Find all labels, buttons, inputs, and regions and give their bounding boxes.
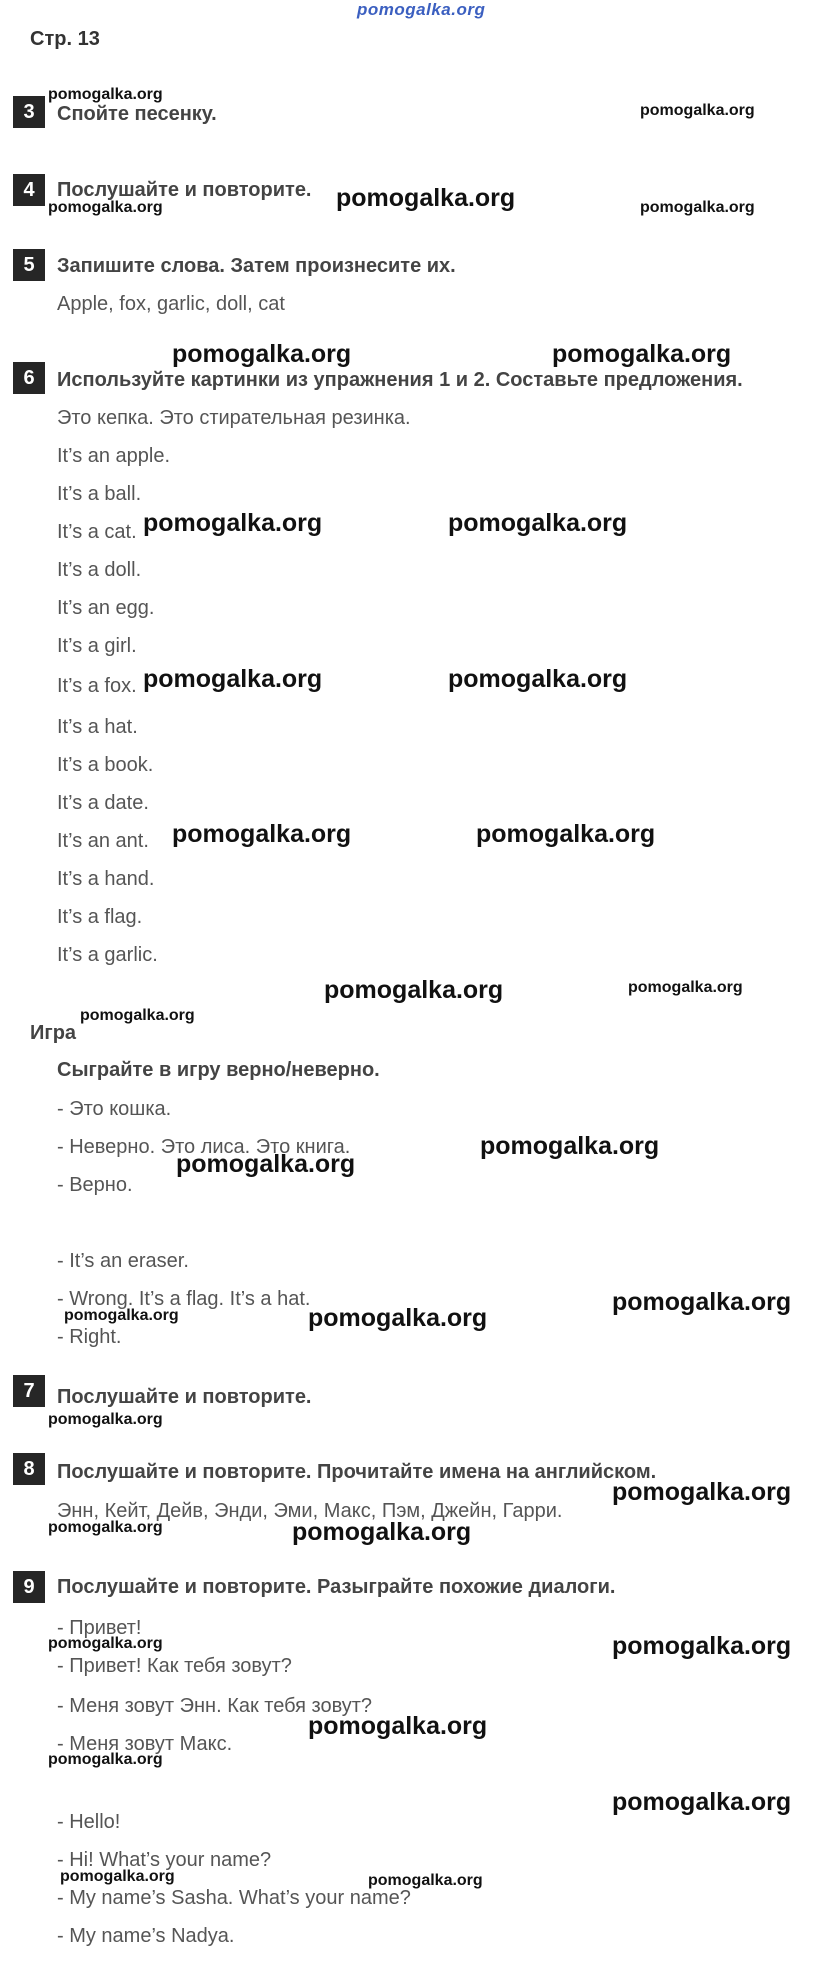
watermark: pomogalka.org [172, 340, 352, 368]
dialogue-line: - Hi! What’s your name? [57, 1849, 272, 1871]
exercise-9-title: Послушайте и повторите. Разыграйте похожие диалоги. [57, 1576, 616, 1598]
exercise-6-line: It’s a garlic. [57, 944, 158, 966]
watermark: pomogalka.org [448, 665, 628, 693]
watermark: pomogalka.org [48, 1635, 163, 1652]
game-line: - It’s an eraser. [57, 1250, 189, 1272]
exercise-6-line: It’s a fox. [57, 675, 137, 697]
exercise-6-line: It’s an apple. [57, 445, 171, 467]
exercise-5-number: 5 [13, 249, 45, 281]
dialogue-line: - My name’s Sasha. What’s your name? [57, 1887, 411, 1909]
exercise-9-number: 9 [13, 1571, 45, 1603]
dialogue-line: - My name’s Nadya. [57, 1925, 235, 1947]
watermark: pomogalka.org [628, 979, 743, 996]
game-line: - Wrong. It’s a flag. It’s a hat. [57, 1288, 311, 1310]
exercise-6-line: It’s a flag. [57, 906, 143, 928]
exercise-5-title: Запишите слова. Затем произнесите их. [57, 255, 456, 277]
exercise-7-title: Послушайте и повторите. [57, 1386, 312, 1408]
watermark: pomogalka.org [64, 1307, 179, 1324]
game-title: Сыграйте в игру верно/неверно. [57, 1059, 380, 1081]
exercise-6-line: It’s an egg. [57, 597, 155, 619]
watermark: pomogalka.org [308, 1712, 488, 1740]
exercise-6-title: Используйте картинки из упражнения 1 и 2. Составьте предложения. [57, 369, 743, 391]
exercise-6-line: It’s a hat. [57, 716, 138, 738]
dialogue-line: - Hello! [57, 1811, 121, 1833]
watermark: pomogalka.org [48, 1751, 163, 1768]
watermark: pomogalka.org [48, 199, 163, 216]
watermark: pomogalka.org [308, 1304, 488, 1332]
watermark: pomogalka.org [612, 1288, 792, 1316]
watermark: pomogalka.org [612, 1788, 792, 1816]
exercise-3-number: 3 [13, 96, 45, 128]
watermark: pomogalka.org [172, 820, 352, 848]
exercise-6-line: It’s a hand. [57, 868, 155, 890]
watermark: pomogalka.org [48, 1411, 163, 1428]
watermark: pomogalka.org [143, 665, 323, 693]
watermark: pomogalka.org [80, 1007, 195, 1024]
watermark: pomogalka.org [448, 509, 628, 537]
exercise-6-line: It’s a book. [57, 754, 154, 776]
watermark-top: pomogalka.org [357, 0, 486, 19]
exercise-8-answer: Энн, Кейт, Дейв, Энди, Эми, Макс, Пэм, Джейн, Гарри. [57, 1500, 563, 1522]
watermark: pomogalka.org [480, 1132, 660, 1160]
watermark: pomogalka.org [176, 1150, 356, 1178]
exercise-6-line: It’s a girl. [57, 635, 137, 657]
exercise-6-line: It’s an ant. [57, 830, 149, 852]
game-line: - Неверно. Это лиса. Это книга. [57, 1136, 351, 1158]
dialogue-line: - Меня зовут Макс. [57, 1733, 233, 1755]
game-line: - Это кошка. [57, 1098, 172, 1120]
exercise-8-number: 8 [13, 1453, 45, 1485]
exercise-6-line: It’s a ball. [57, 483, 142, 505]
dialogue-line: - Привет! Как тебя зовут? [57, 1655, 292, 1677]
watermark: pomogalka.org [324, 976, 504, 1004]
exercise-7-number: 7 [13, 1375, 45, 1407]
watermark: pomogalka.org [143, 509, 323, 537]
page-label: Стр. 13 [30, 28, 100, 50]
dialogue-line: - Меня зовут Энн. Как тебя зовут? [57, 1695, 373, 1717]
watermark: pomogalka.org [612, 1632, 792, 1660]
watermark: pomogalka.org [48, 86, 163, 103]
watermark: pomogalka.org [60, 1868, 175, 1885]
exercise-6-line: It’s a cat. [57, 521, 137, 543]
exercise-6-line: Это кепка. Это стирательная резинка. [57, 407, 411, 429]
watermark: pomogalka.org [292, 1518, 472, 1546]
watermark: pomogalka.org [336, 184, 516, 212]
exercise-5-answer: Apple, fox, garlic, doll, cat [57, 293, 285, 315]
exercise-8-title: Послушайте и повторите. Прочитайте имена на английском. [57, 1461, 657, 1483]
watermark: pomogalka.org [640, 102, 755, 119]
exercise-6-line: It’s a date. [57, 792, 149, 814]
watermark: pomogalka.org [640, 199, 755, 216]
dialogue-line: - Привет! [57, 1617, 142, 1639]
game-label: Игра [30, 1022, 77, 1044]
game-line: - Right. [57, 1326, 122, 1348]
exercise-6-line: It’s a doll. [57, 559, 142, 581]
exercise-3-title: Спойте песенку. [57, 103, 217, 125]
exercise-6-number: 6 [13, 362, 45, 394]
exercise-4-title: Послушайте и повторите. [57, 179, 312, 201]
exercise-4-number: 4 [13, 174, 45, 206]
game-line: - Верно. [57, 1174, 133, 1196]
watermark: pomogalka.org [552, 340, 732, 368]
watermark: pomogalka.org [476, 820, 656, 848]
watermark: pomogalka.org [612, 1478, 792, 1506]
watermark: pomogalka.org [48, 1519, 163, 1536]
watermark: pomogalka.org [368, 1872, 483, 1889]
